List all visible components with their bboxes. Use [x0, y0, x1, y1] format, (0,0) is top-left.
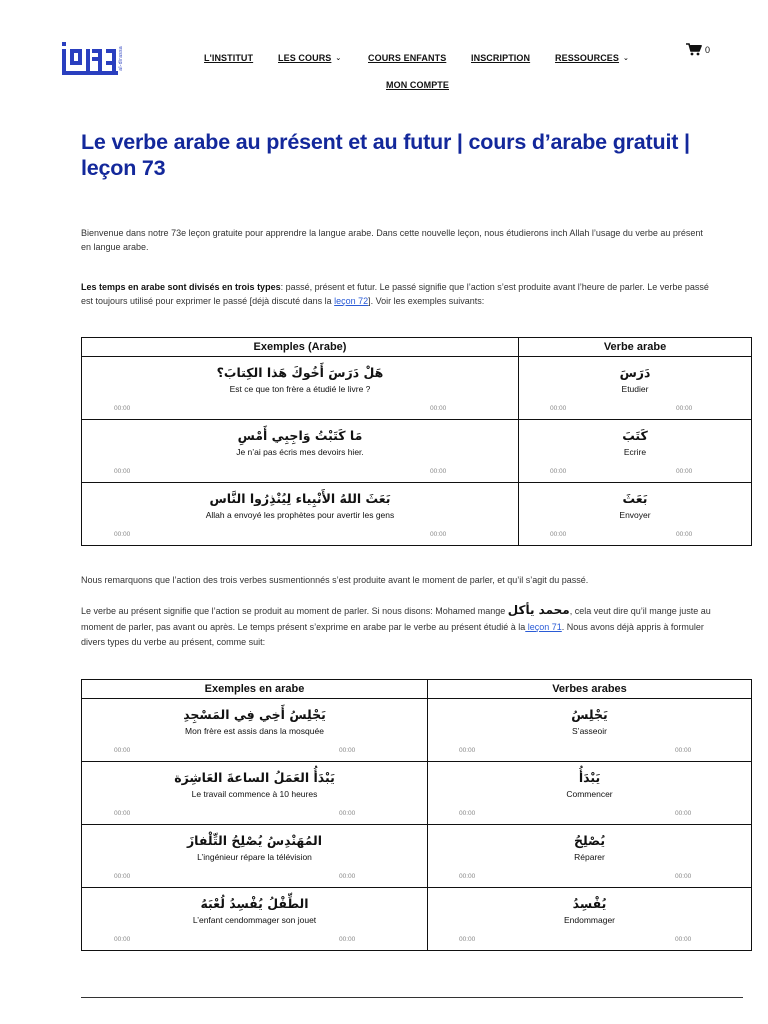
verb-french: Ecrire: [623, 447, 647, 457]
audio-player-duration: 00:00: [676, 405, 693, 412]
chevron-down-icon: ⌄: [623, 55, 629, 62]
table-header: Exemples en arabe: [82, 680, 428, 699]
nav-item-mon-compte[interactable]: [386, 80, 449, 90]
example-cell: [82, 420, 519, 483]
verb-cell: [519, 483, 752, 546]
table-row: [82, 762, 752, 825]
verb-cell: [519, 357, 752, 420]
example-french: Est ce que ton frère a étudié le livre ?: [229, 384, 371, 394]
audio-player-start-time[interactable]: 00:00: [550, 531, 567, 538]
present-text-c: . Nous avons déjà appris à formuler divers types du verbe au présent, comme suit:: [81, 621, 704, 647]
chevron-down-icon: ⌄: [335, 55, 342, 62]
example-cell: [82, 483, 519, 546]
example-french: Allah a envoyé les prophètes pour avertir les gens: [205, 510, 395, 520]
verb-arabic: كَتَبَ: [622, 428, 648, 443]
audio-player-duration: 00:00: [675, 873, 692, 880]
example-cell: [82, 762, 428, 825]
table-row: [82, 357, 752, 420]
example-cell: [82, 699, 428, 762]
nav-item-ressources[interactable]: [555, 53, 629, 63]
verb-arabic: بَعَثَ: [622, 491, 648, 506]
audio-player-start-time[interactable]: 00:00: [550, 468, 567, 475]
nav-label: MON COMPTE: [386, 80, 449, 90]
audio-player-start-time[interactable]: 00:00: [459, 936, 476, 943]
example-french: L’ingénieur répare la télévision: [197, 852, 312, 862]
table-header: Verbe arabe: [519, 338, 752, 357]
past-conclusion-paragraph: Nous remarquons que l’action des trois verbes susmentionnés s’est produite avant le moment de parler, et qu’il s’agit du passé.: [81, 575, 589, 585]
audio-player-start-time[interactable]: 00:00: [114, 810, 131, 817]
present-text-a: Le verbe au présent signifie que l’action se produit au moment de parler. Si nous disons: Mohamed mange: [81, 606, 508, 616]
audio-player-duration: 00:00: [675, 810, 692, 817]
audio-player-start-time[interactable]: 00:00: [459, 873, 476, 880]
audio-player-duration: 00:00: [676, 531, 693, 538]
audio-player-start-time[interactable]: 00:00: [114, 936, 131, 943]
example-arabic: يَجْلِسُ أَخِي فِي المَسْجِدِ: [183, 707, 326, 722]
table-row: [82, 825, 752, 888]
example-arabic: يَبْدَأُ العَمَلُ الساعةَ العَاشِرَة: [174, 770, 335, 785]
nav-label: LES COURS: [278, 53, 332, 63]
past-examples-table: [81, 337, 752, 546]
example-arabic: مَا كَتَبْتُ وَاجِبِي أَمْسِ: [237, 428, 363, 443]
verb-french: Commencer: [566, 789, 613, 799]
verb-arabic: يَجْلِسُ: [571, 707, 608, 722]
audio-player-duration: 00:00: [430, 468, 447, 475]
example-arabic: الطِّفْلُ يُفْسِدُ لُعْبَهُ: [200, 896, 309, 911]
shopping-cart-icon: [686, 43, 702, 56]
audio-player-start-time[interactable]: 00:00: [459, 810, 476, 817]
table-header: Verbes arabes: [428, 680, 752, 699]
nav-item-les-cours[interactable]: [278, 53, 341, 63]
example-cell: [82, 357, 519, 420]
verb-french: Endommager: [563, 915, 616, 925]
lesson-71-link[interactable]: leçon 71: [525, 621, 562, 632]
audio-player-duration: 00:00: [339, 936, 356, 943]
example-cell: [82, 888, 428, 951]
audio-player-duration: 00:00: [675, 747, 692, 754]
audio-player-start-time[interactable]: 00:00: [114, 531, 131, 538]
example-french: Je n’ai pas écris mes devoirs hier.: [236, 447, 364, 457]
present-text-b: , cela veut dire qu’il mange juste au moment de parler, pas avant ou après. Le temps présent s’exprime en arabe par le verbe au présent étudié à la: [81, 606, 711, 632]
table-header: Exemples (Arabe): [82, 338, 519, 357]
table-row: [82, 420, 752, 483]
nav-item-inscription[interactable]: [471, 53, 530, 63]
audio-player-duration: 00:00: [676, 468, 693, 475]
example-french: Le travail commence à 10 heures: [191, 789, 318, 799]
tenses-text: : passé, présent et futur. Le passé signifie que l’action s’est produite avant l’heure de parler. Le verbe passé est toujours utilisé pour exprimer le passé [déjà discuté dans la: [81, 282, 709, 306]
audio-player-duration: 00:00: [675, 936, 692, 943]
table-row: [82, 483, 752, 546]
example-french: L’enfant cendommager son jouet: [192, 915, 317, 925]
nav-label: INSCRIPTION: [471, 53, 531, 63]
page-title: Le verbe arabe au présent et au futur | cours d’arabe gratuit | leçon 73: [81, 130, 690, 180]
verb-cell: [428, 762, 752, 825]
audio-player-duration: 00:00: [339, 873, 356, 880]
example-cell: [82, 825, 428, 888]
table-row: [82, 699, 752, 762]
verb-arabic: يُفْسِدُ: [572, 896, 607, 911]
audio-player-duration: 00:00: [430, 531, 447, 538]
present-arabic-example: محمد يأكل: [507, 603, 570, 617]
verb-french: Etudier: [621, 384, 649, 394]
example-arabic: بَعَثَ اللهُ الأَنْبِياء لِيُنْذِرُوا النَّاس: [209, 491, 391, 506]
nav-item-institut[interactable]: [204, 53, 253, 63]
intro-paragraph: Bienvenue dans notre 73e leçon gratuite pour apprendre la langue arabe. Dans cette nouvelle leçon, nous étudierons inch Allah l’usage du verbe au présent en langue arabe.: [81, 228, 703, 252]
verb-arabic: يَبْدَأُ: [578, 770, 601, 785]
audio-player-start-time[interactable]: 00:00: [114, 873, 131, 880]
present-examples-table: [81, 679, 752, 951]
audio-player-start-time[interactable]: 00:00: [114, 468, 131, 475]
verb-arabic: دَرَسَ: [619, 365, 651, 380]
section-divider: [81, 997, 743, 998]
logo-wordmark: al-dirassa: [118, 46, 124, 71]
nav-item-cours-enfants[interactable]: [368, 53, 446, 63]
verb-french: Envoyer: [619, 510, 651, 520]
audio-player-start-time[interactable]: 00:00: [114, 747, 131, 754]
verb-cell: [428, 888, 752, 951]
tenses-paragraph: [81, 281, 711, 308]
audio-player-duration: 00:00: [339, 747, 356, 754]
tenses-bold: Les temps en arabe sont divisés en trois types: [81, 282, 281, 292]
audio-player-start-time[interactable]: 00:00: [459, 747, 476, 754]
example-arabic: هَلْ دَرَسَ أَخُوكَ هَذا الكِتابَ؟: [216, 365, 384, 380]
audio-player-duration: 00:00: [430, 405, 447, 412]
verb-arabic: يُصْلِحُ: [573, 833, 606, 848]
tenses-end: ]. Voir les exemples suivants:: [368, 295, 485, 306]
lesson-72-link[interactable]: leçon 72: [334, 295, 369, 306]
audio-player-start-time[interactable]: 00:00: [550, 405, 567, 412]
nav-label: COURS ENFANTS: [368, 53, 447, 63]
verb-cell: [519, 420, 752, 483]
verb-cell: [428, 825, 752, 888]
present-paragraph: [81, 603, 711, 651]
verb-french: S’asseoir: [572, 726, 607, 736]
audio-player-start-time[interactable]: 00:00: [114, 405, 131, 412]
example-arabic: المُهَنْدِسُ يُصْلِحُ التِّلْفازَ: [186, 833, 323, 848]
table-row: [82, 888, 752, 951]
verb-cell: [428, 699, 752, 762]
nav-label: RESSOURCES: [555, 53, 620, 63]
example-french: Mon frère est assis dans la mosquée: [185, 726, 324, 736]
audio-player-duration: 00:00: [339, 810, 356, 817]
verb-french: Réparer: [574, 852, 605, 862]
cart-button[interactable]: [686, 43, 710, 56]
nav-label: L'INSTITUT: [204, 53, 254, 63]
cart-count: 0: [705, 44, 711, 55]
